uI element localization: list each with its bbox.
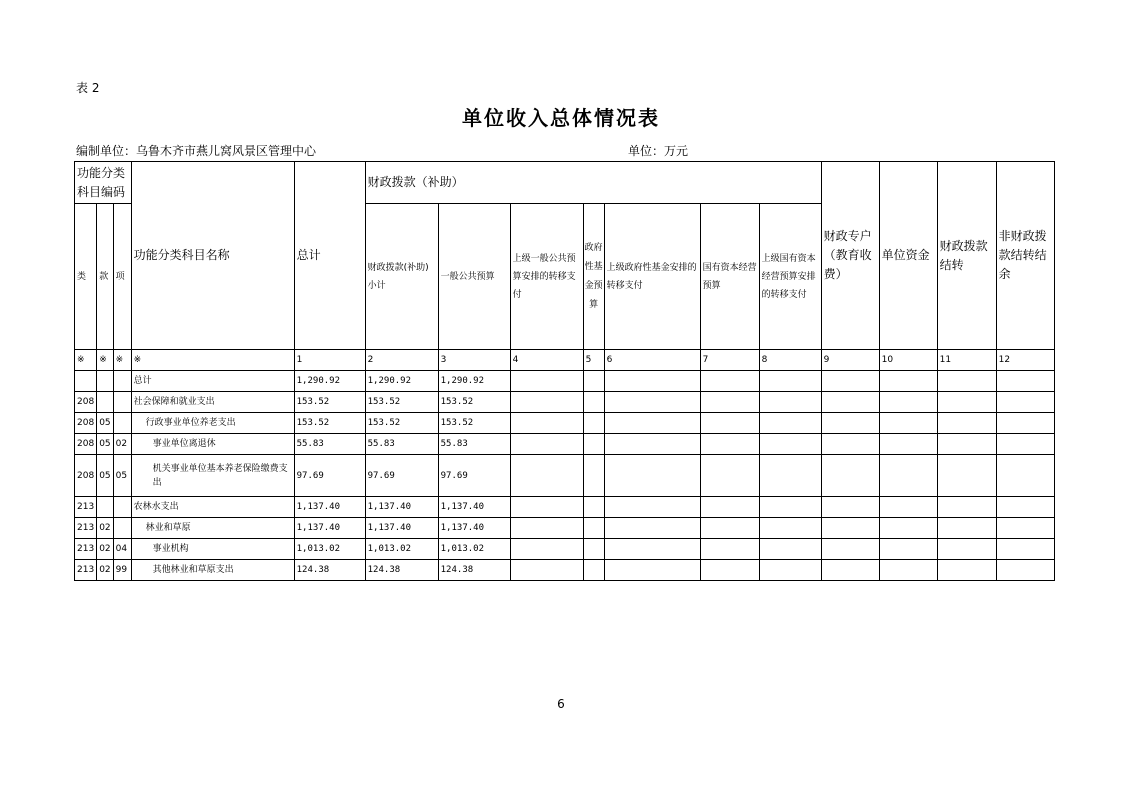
empty-cell [604, 455, 700, 497]
index-cell: 11 [937, 350, 996, 371]
empty-cell [759, 371, 821, 392]
item-name-cell: 事业机构 [131, 539, 294, 560]
empty-cell [879, 539, 937, 560]
empty-cell [583, 539, 604, 560]
total-cell: 1,137.40 [294, 497, 365, 518]
code-lei-cell: 213 [75, 518, 97, 539]
item-name-cell: 农林水支出 [131, 497, 294, 518]
empty-cell [996, 371, 1054, 392]
header-xiang: 项 [113, 204, 131, 350]
header-unit-fund: 单位资金 [879, 162, 937, 350]
general-budget-cell: 97.69 [438, 455, 510, 497]
header-transfer-general: 上级一般公共预算安排的转移支付 [510, 204, 583, 350]
code-kuan-cell: 05 [97, 455, 113, 497]
fiscal-subtotal-cell: 124.38 [365, 560, 438, 581]
item-name-cell: 总计 [131, 371, 294, 392]
data-rows [75, 371, 1055, 581]
code-kuan-cell: 05 [97, 413, 113, 434]
total-cell: 97.69 [294, 455, 365, 497]
empty-cell [604, 413, 700, 434]
empty-cell [700, 560, 759, 581]
general-budget-cell: 1,137.40 [438, 497, 510, 518]
empty-cell [821, 497, 879, 518]
index-cell: ※ [113, 350, 131, 371]
code-xiang-cell [113, 392, 131, 413]
empty-cell [759, 560, 821, 581]
empty-cell [510, 392, 583, 413]
empty-cell [700, 371, 759, 392]
empty-cell [879, 434, 937, 455]
empty-cell [583, 392, 604, 413]
empty-cell [510, 413, 583, 434]
code-kuan-cell [97, 371, 113, 392]
code-lei-cell: 213 [75, 560, 97, 581]
empty-cell [759, 434, 821, 455]
index-cell: 4 [510, 350, 583, 371]
empty-cell [879, 392, 937, 413]
index-row-group [75, 350, 1055, 371]
empty-cell [604, 518, 700, 539]
header-transfer-state: 上级国有资本经营预算安排的转移支付 [759, 204, 821, 350]
empty-cell [937, 371, 996, 392]
code-xiang-cell: 02 [113, 434, 131, 455]
header-kuan: 款 [97, 204, 113, 350]
empty-cell [996, 497, 1054, 518]
header-state-capital: 国有资本经营预算 [700, 204, 759, 350]
item-name-cell: 行政事业单位养老支出 [131, 413, 294, 434]
empty-cell [821, 434, 879, 455]
item-name-cell: 林业和草原 [131, 518, 294, 539]
empty-cell [937, 497, 996, 518]
table-row [75, 434, 1055, 455]
empty-cell [700, 518, 759, 539]
empty-cell [510, 539, 583, 560]
empty-cell [996, 413, 1054, 434]
fiscal-subtotal-cell: 1,290.92 [365, 371, 438, 392]
empty-cell [604, 371, 700, 392]
total-cell: 1,013.02 [294, 539, 365, 560]
fiscal-subtotal-cell: 1,137.40 [365, 518, 438, 539]
code-lei-cell: 208 [75, 434, 97, 455]
empty-cell [700, 539, 759, 560]
code-lei-cell: 213 [75, 539, 97, 560]
empty-cell [700, 497, 759, 518]
empty-cell [996, 455, 1054, 497]
table-row [75, 392, 1055, 413]
empty-cell [937, 518, 996, 539]
code-lei-cell: 213 [75, 497, 97, 518]
fiscal-subtotal-cell: 55.83 [365, 434, 438, 455]
compiling-unit: 编制单位：乌鲁木齐市燕儿窝风景区管理中心 [76, 144, 317, 158]
empty-cell [604, 497, 700, 518]
empty-cell [604, 392, 700, 413]
general-budget-cell: 1,290.92 [438, 371, 510, 392]
item-name-cell: 事业单位离退休 [131, 434, 294, 455]
total-cell: 124.38 [294, 560, 365, 581]
code-lei-cell: 208 [75, 413, 97, 434]
empty-cell [879, 371, 937, 392]
index-cell: 8 [759, 350, 821, 371]
code-xiang-cell [113, 413, 131, 434]
empty-cell [583, 371, 604, 392]
empty-cell [937, 455, 996, 497]
empty-cell [996, 560, 1054, 581]
empty-cell [604, 539, 700, 560]
empty-cell [583, 434, 604, 455]
total-cell: 153.52 [294, 413, 365, 434]
total-cell: 1,290.92 [294, 371, 365, 392]
empty-cell [604, 434, 700, 455]
index-cell: 3 [438, 350, 510, 371]
code-xiang-cell [113, 371, 131, 392]
empty-cell [759, 539, 821, 560]
item-name-cell: 社会保障和就业支出 [131, 392, 294, 413]
index-cell: 5 [583, 350, 604, 371]
empty-cell [510, 434, 583, 455]
empty-cell [821, 455, 879, 497]
general-budget-cell: 1,137.40 [438, 518, 510, 539]
empty-cell [937, 392, 996, 413]
empty-cell [879, 560, 937, 581]
income-table [74, 161, 1055, 581]
empty-cell [583, 518, 604, 539]
empty-cell [604, 560, 700, 581]
empty-cell [510, 518, 583, 539]
empty-cell [821, 539, 879, 560]
empty-cell [759, 413, 821, 434]
code-xiang-cell: 04 [113, 539, 131, 560]
general-budget-cell: 55.83 [438, 434, 510, 455]
empty-cell [879, 413, 937, 434]
index-cell: 10 [879, 350, 937, 371]
empty-cell [879, 518, 937, 539]
empty-cell [821, 518, 879, 539]
index-cell: 7 [700, 350, 759, 371]
empty-cell [937, 560, 996, 581]
empty-cell [510, 455, 583, 497]
code-xiang-cell: 99 [113, 560, 131, 581]
table-row [75, 518, 1055, 539]
total-cell: 153.52 [294, 392, 365, 413]
empty-cell [700, 413, 759, 434]
empty-cell [879, 497, 937, 518]
total-cell: 1,137.40 [294, 518, 365, 539]
empty-cell [759, 392, 821, 413]
header-special-fund: 财政专户（教育收费） [821, 162, 879, 350]
empty-cell [879, 455, 937, 497]
currency-unit: 单位：万元 [628, 144, 689, 158]
item-name-cell: 机关事业单位基本养老保险缴费支出 [131, 455, 294, 497]
empty-cell [510, 371, 583, 392]
empty-cell [583, 497, 604, 518]
code-xiang-cell [113, 518, 131, 539]
fiscal-subtotal-cell: 153.52 [365, 392, 438, 413]
index-cell: 12 [996, 350, 1054, 371]
total-cell: 55.83 [294, 434, 365, 455]
empty-cell [937, 434, 996, 455]
index-cell: ※ [97, 350, 113, 371]
empty-cell [821, 560, 879, 581]
general-budget-cell: 124.38 [438, 560, 510, 581]
header-total: 总计 [294, 162, 365, 350]
table-row [75, 497, 1055, 518]
index-cell: ※ [75, 350, 97, 371]
header-nonfiscal-carry: 非财政拨款结转结余 [996, 162, 1054, 350]
empty-cell [996, 392, 1054, 413]
table-row [75, 455, 1055, 497]
code-lei-cell [75, 371, 97, 392]
code-lei-cell: 208 [75, 455, 97, 497]
code-kuan-cell [97, 392, 113, 413]
index-cell: ※ [131, 350, 294, 371]
empty-cell [821, 371, 879, 392]
table-row [75, 371, 1055, 392]
empty-cell [821, 413, 879, 434]
empty-cell [510, 560, 583, 581]
empty-cell [821, 392, 879, 413]
empty-cell [700, 434, 759, 455]
empty-cell [583, 455, 604, 497]
header-name: 功能分类科目名称 [131, 162, 294, 350]
empty-cell [937, 539, 996, 560]
empty-cell [700, 392, 759, 413]
code-xiang-cell: 05 [113, 455, 131, 497]
header-lei: 类 [75, 204, 97, 350]
header-transfer-fund: 上级政府性基金安排的转移支付 [604, 204, 700, 350]
table-row [75, 539, 1055, 560]
code-kuan-cell: 02 [97, 560, 113, 581]
empty-cell [996, 518, 1054, 539]
header-fiscal-subtotal: 财政拨款(补助)小计 [365, 204, 438, 350]
index-row [75, 350, 1055, 371]
code-kuan-cell: 02 [97, 539, 113, 560]
empty-cell [759, 455, 821, 497]
fiscal-subtotal-cell: 1,013.02 [365, 539, 438, 560]
item-name-cell: 其他林业和草原支出 [131, 560, 294, 581]
header-gov-fund: 政府性基金预算 [583, 204, 604, 350]
table-row [75, 413, 1055, 434]
empty-cell [510, 497, 583, 518]
header-general-budget: 一般公共预算 [438, 204, 510, 350]
header-fiscal-group: 财政拨款（补助） [365, 162, 821, 204]
page-number: 6 [557, 697, 565, 711]
fiscal-subtotal-cell: 97.69 [365, 455, 438, 497]
code-lei-cell: 208 [75, 392, 97, 413]
empty-cell [996, 539, 1054, 560]
index-cell: 6 [604, 350, 700, 371]
page-title: 单位收入总体情况表 [462, 106, 660, 130]
fiscal-subtotal-cell: 1,137.40 [365, 497, 438, 518]
empty-cell [937, 413, 996, 434]
code-kuan-cell [97, 497, 113, 518]
fiscal-subtotal-cell: 153.52 [365, 413, 438, 434]
empty-cell [583, 413, 604, 434]
header-fiscal-carry: 财政拨款结转 [937, 162, 996, 350]
empty-cell [583, 560, 604, 581]
code-kuan-cell: 05 [97, 434, 113, 455]
general-budget-cell: 153.52 [438, 392, 510, 413]
empty-cell [759, 497, 821, 518]
index-cell: 2 [365, 350, 438, 371]
header-code-group: 功能分类科目编码 [75, 162, 132, 204]
general-budget-cell: 1,013.02 [438, 539, 510, 560]
code-kuan-cell: 02 [97, 518, 113, 539]
empty-cell [996, 434, 1054, 455]
index-cell: 9 [821, 350, 879, 371]
general-budget-cell: 153.52 [438, 413, 510, 434]
empty-cell [759, 518, 821, 539]
table-row [75, 560, 1055, 581]
empty-cell [700, 455, 759, 497]
code-xiang-cell [113, 497, 131, 518]
index-cell: 1 [294, 350, 365, 371]
table-label: 表 2 [76, 81, 100, 95]
